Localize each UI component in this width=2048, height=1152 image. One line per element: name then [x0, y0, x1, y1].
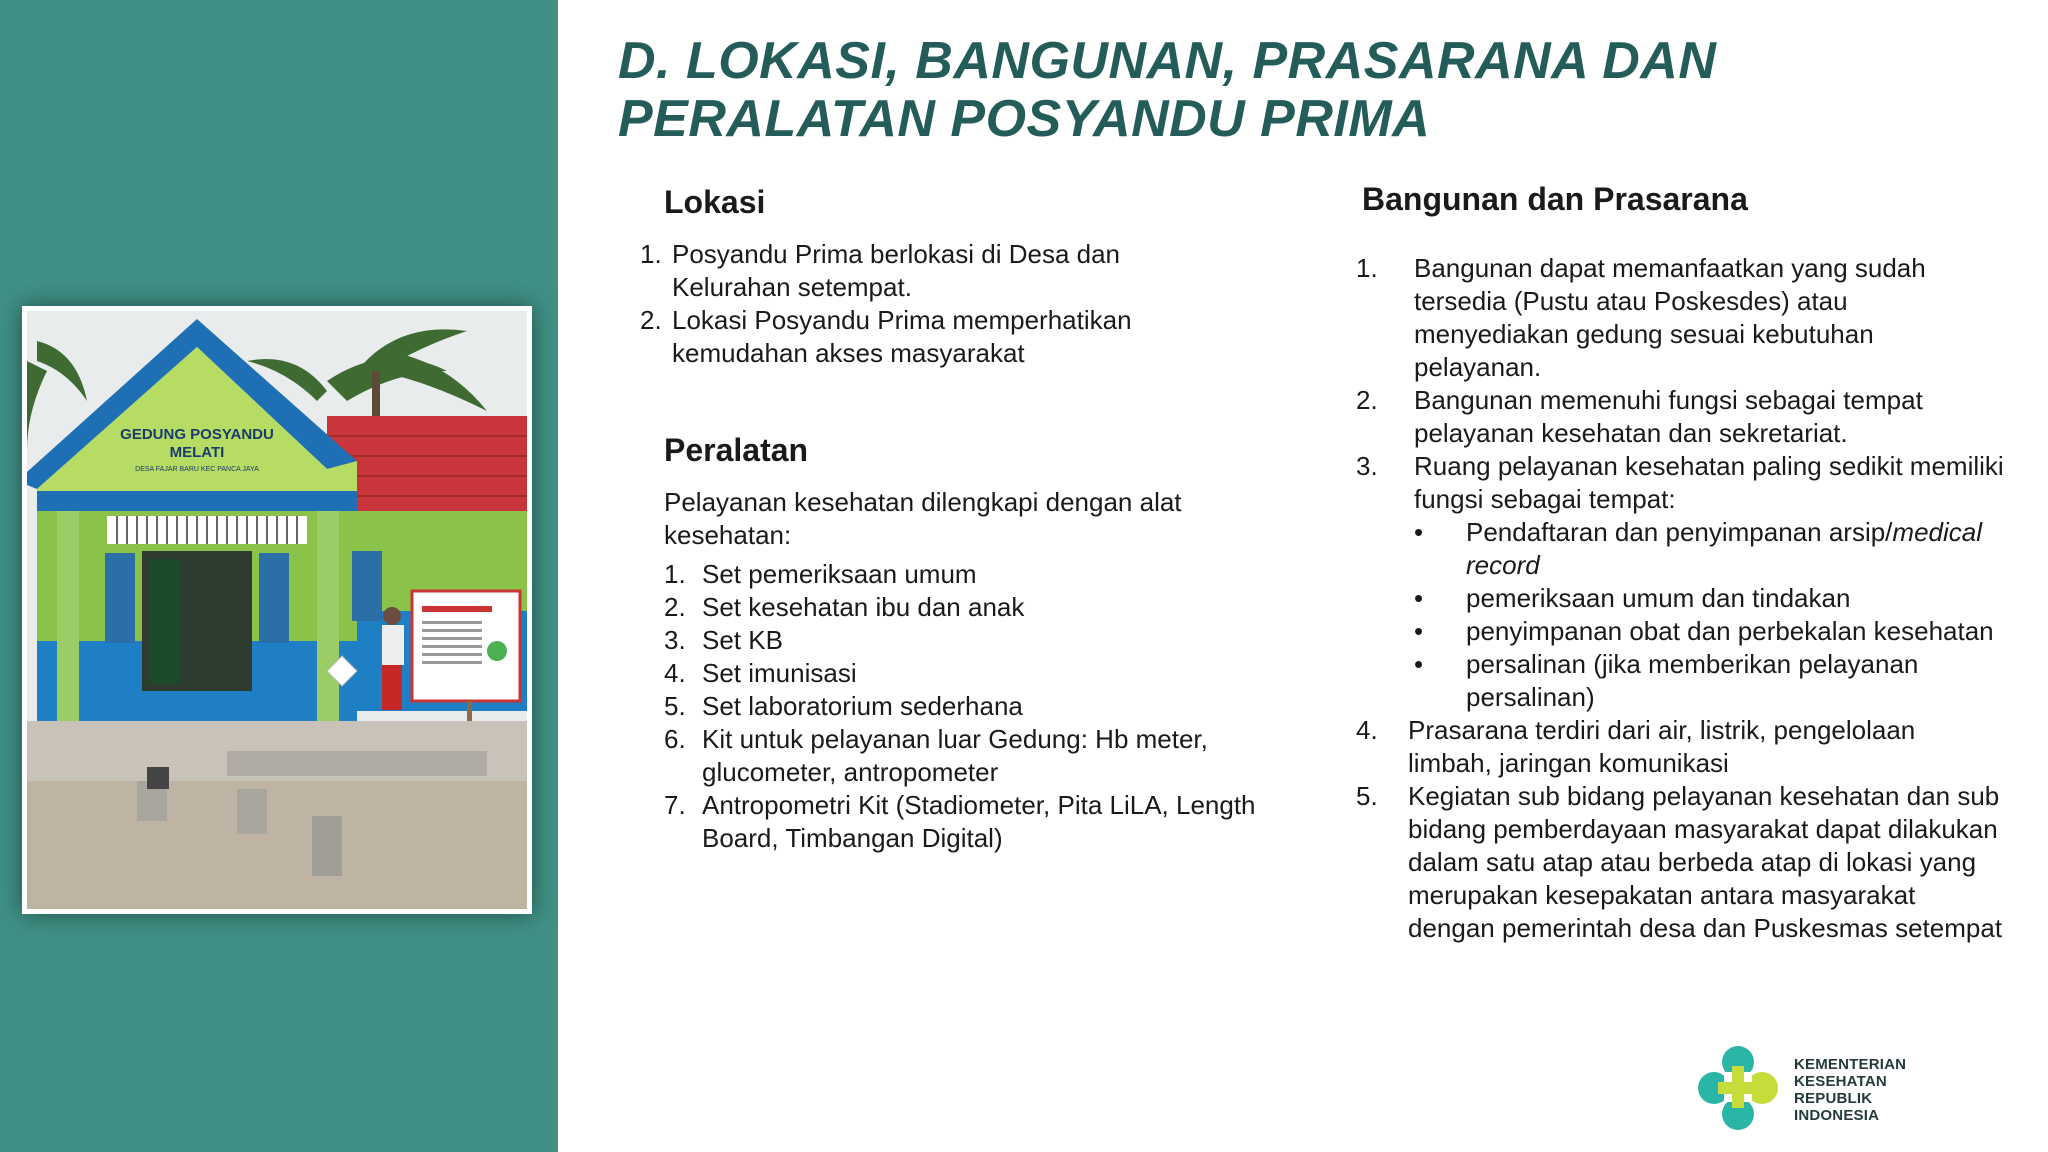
list-item: [664, 591, 1314, 624]
sub-list-item: [1414, 615, 2006, 648]
bangunan-heading: Bangunan dan Prasarana: [1362, 181, 1748, 217]
list-item: [1356, 714, 2006, 780]
list-item: [1356, 780, 2006, 945]
list-text: Prasarana terdiri dari air, listrik, pengelolaan limbah, jaringan komunikasi: [1408, 715, 1916, 778]
list-item: [1356, 384, 2006, 450]
sub-list-item: [1414, 648, 2006, 714]
list-text: Set kesehatan ibu dan anak: [702, 592, 1025, 622]
sub-list-item: [1414, 582, 2006, 615]
bullet-marker: •: [1414, 583, 1424, 613]
peralatan-heading: Peralatan: [664, 432, 809, 468]
list-number: 5.: [664, 691, 686, 721]
sub-list-text: pemeriksaan umum dan tindakan: [1466, 583, 1851, 613]
photo-sign-line2: MELATI: [169, 444, 225, 461]
lokasi-heading: Lokasi: [664, 184, 766, 220]
list-number: 4.: [664, 658, 686, 688]
logo-text-line: KESEHATAN: [1794, 1073, 1887, 1090]
list-text: Bangunan dapat memanfaatkan yang sudah tersedia (Pustu atau Poskesdes) atau menyediakan gedung sesuai kebutuhan pelayanan.: [1414, 253, 1926, 382]
list-number: 1.: [1356, 253, 1378, 283]
list-text: Lokasi Posyandu Prima memperhatikan kemudahan akses masyarakat: [672, 305, 1132, 368]
list-item: [664, 558, 1314, 591]
list-item: [1356, 450, 2006, 714]
list-item: [1356, 252, 2006, 384]
kemenkes-emblem-icon: [1688, 1036, 1788, 1136]
list-text: Antropometri Kit (Stadiometer, Pita LiLA, Length Board, Timbangan Digital): [702, 790, 1256, 853]
photo-sign-line3: DESA FAJAR BARU KEC PANCA JAYA: [135, 466, 259, 473]
list-text: Set KB: [702, 625, 783, 655]
list-item: [640, 304, 1170, 370]
fungsi-sublist: [1414, 516, 2006, 714]
sub-list-item: [1414, 516, 2006, 582]
logo-text-line: REPUBLIK: [1794, 1090, 1873, 1107]
list-item: [664, 624, 1314, 657]
kemenkes-logo: [1688, 1036, 1928, 1136]
list-number: 1.: [664, 559, 686, 589]
list-number: 2.: [1356, 385, 1378, 415]
bullet-marker: •: [1414, 517, 1424, 547]
list-text: Bangunan memenuhi fungsi sebagai tempat pelayanan kesehatan dan sekretariat.: [1414, 385, 1923, 448]
list-item: [664, 690, 1314, 723]
sub-list-italic-text: medical record: [1466, 517, 1983, 580]
logo-text-line: INDONESIA: [1794, 1107, 1880, 1124]
list-text: Kegiatan sub bidang pelayanan kesehatan dan sub bidang pemberdayaan masyarakat dapat dilakukan dalam satu atap atau berbeda atap di lokasi yang merupakan kesepakatan antara masyarakat dengan pemerintah desa dan Puskesmas setempat: [1408, 781, 2003, 943]
list-number: 5.: [1356, 781, 1378, 811]
list-text: Posyandu Prima berlokasi di Desa dan Kelurahan setempat.: [672, 239, 1121, 302]
lokasi-list: [640, 238, 1170, 370]
bullet-marker: •: [1414, 649, 1424, 679]
logo-text-line: KEMENTERIAN: [1794, 1056, 1907, 1073]
list-text: Set imunisasi: [702, 658, 857, 688]
list-number: 2.: [640, 305, 662, 335]
logo-text: [1794, 1056, 1906, 1124]
list-number: 6.: [664, 724, 686, 754]
peralatan-list: [664, 558, 1314, 855]
bangunan-list: [1356, 252, 2006, 945]
list-text: Ruang pelayanan kesehatan paling sedikit memiliki fungsi sebagai tempat:: [1414, 451, 2004, 514]
list-item: [664, 723, 1314, 789]
list-item: [664, 789, 1314, 855]
photo-sign-line1: GEDUNG POSYANDU: [120, 426, 274, 443]
list-number: 3.: [1356, 451, 1378, 481]
list-number: 1.: [640, 239, 662, 269]
list-text: Set laboratorium sederhana: [702, 691, 1023, 721]
list-text: Kit untuk pelayanan luar Gedung: Hb meter, glucometer, antropometer: [702, 724, 1208, 787]
peralatan-section: [664, 486, 1314, 855]
sub-list-text: Pendaftaran dan penyimpanan arsip/: [1466, 517, 1893, 547]
sub-list-text: penyimpanan obat dan perbekalan kesehatan: [1466, 616, 1994, 646]
page-title: [618, 32, 1716, 148]
peralatan-intro: Pelayanan kesehatan dilengkapi dengan alat kesehatan:: [664, 487, 1182, 550]
sub-list-text: persalinan (jika memberikan pelayanan persalinan): [1466, 649, 1919, 712]
page-title-line2: PERALATAN POSYANDU PRIMA: [618, 90, 1431, 148]
page-title-line1: D. LOKASI, BANGUNAN, PRASARANA DAN: [618, 32, 1717, 90]
list-number: 2.: [664, 592, 686, 622]
list-item: [664, 657, 1314, 690]
posyandu-building-photo: [22, 306, 532, 914]
list-item: [640, 238, 1170, 304]
list-text: Set pemeriksaan umum: [702, 559, 977, 589]
list-number: 3.: [664, 625, 686, 655]
bullet-marker: •: [1414, 616, 1424, 646]
list-number: 7.: [664, 790, 686, 820]
list-number: 4.: [1356, 715, 1378, 745]
